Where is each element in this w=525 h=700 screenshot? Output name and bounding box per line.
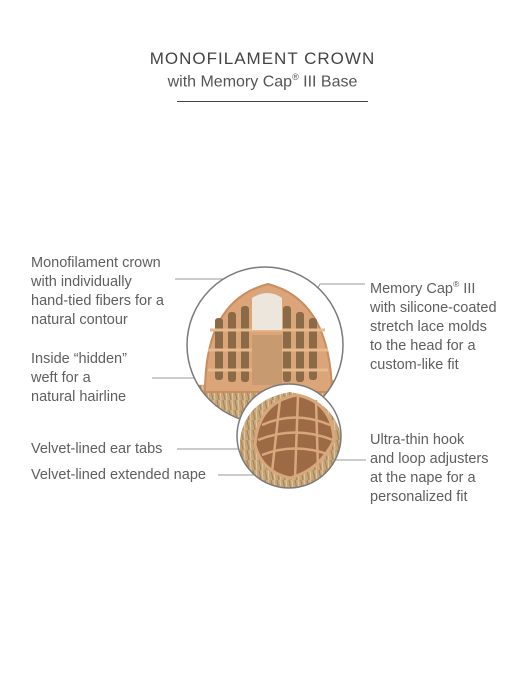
callout-ear-tabs: Velvet-lined ear tabs — [31, 441, 163, 457]
callout-extended-nape: Velvet-lined extended nape — [31, 467, 206, 483]
diagram-title: MONOFILAMENT CROWN — [149, 49, 376, 68]
registered-mark: ® — [292, 72, 299, 82]
subtitle-prefix: with Memory Cap — [167, 73, 293, 91]
callout-monofilament-crown: Monofilament crown with individually hand-tied fibers for a natural contour — [31, 255, 164, 328]
callout-hook-loop-adjusters: Ultra-thin hook and loop adjusters at the nape for a personalized fit — [370, 432, 489, 505]
callout-memory-cap: Memory Cap® III with silicone-coated stretch lace molds to the head for a custom-like fit — [370, 279, 497, 373]
subtitle-suffix: III Base — [298, 73, 358, 91]
callout-hidden-weft: Inside “hidden” weft for a natural hairline — [31, 351, 127, 405]
registered-mark: ® — [453, 279, 460, 289]
